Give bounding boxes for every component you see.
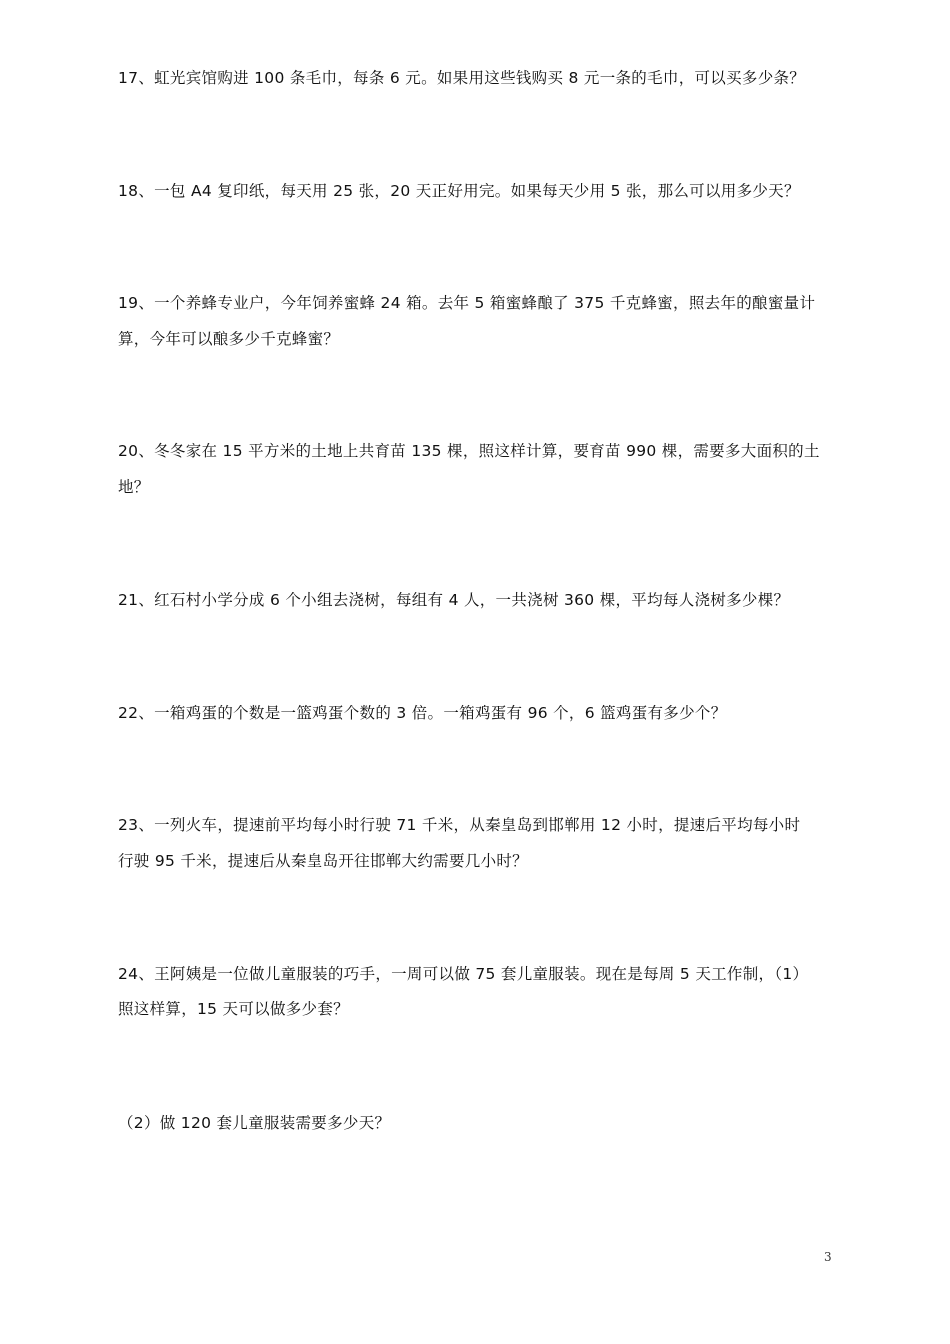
problem-17-line-1: 17、虹光宾馆购进 100 条毛巾，每条 6 元。如果用这些钱购买 8 元一条的毛巾，可以买多少条？ [118, 69, 806, 87]
problem-24-line-1: 24、王阿姨是一位做儿童服装的巧手，一周可以做 75 套儿童服装。现在是每周 5 天工作制，（1） [118, 965, 809, 983]
problem-24-line-2: 照这样算，15 天可以做多少套？ [118, 1000, 349, 1018]
problem-21-line-1: 21、红石村小学分成 6 个小组去浇树，每组有 4 人，一共浇树 360 棵，平均每人浇树多少棵？ [118, 591, 790, 609]
problem-22-line-1: 22、一箱鸡蛋的个数是一篮鸡蛋个数的 3 倍。一箱鸡蛋有 96 个，6 篮鸡蛋有多少个？ [118, 704, 727, 722]
problem-20-line-2: 地？ [118, 478, 150, 496]
problem-20-line-1: 20、冬冬家在 15 平方米的土地上共育苗 135 棵，照这样计算，要育苗 990 棵，需要多大面积的土 [118, 442, 820, 460]
problem-24-part-2: （2）做 120 套儿童服装需要多少天？ [118, 1114, 391, 1132]
page-number: 3 [824, 1250, 832, 1264]
problem-23-line-2: 行驶 95 千米，提速后从秦皇岛开往邯郸大约需要几小时？ [118, 852, 528, 870]
problem-19-line-2: 算，今年可以酿多少千克蜂蜜？ [118, 330, 340, 348]
problem-18-line-1: 18、一包 A4 复印纸，每天用 25 张，20 天正好用完。如果每天少用 5 张，那么可以用多少天？ [118, 182, 800, 200]
problem-19-line-1: 19、一个养蜂专业户，今年饲养蜜蜂 24 箱。去年 5 箱蜜蜂酿了 375 千克蜂蜜，照去年的酿蜜量计 [118, 294, 816, 312]
problem-23-line-1: 23、一列火车，提速前平均每小时行驶 71 千米，从秦皇岛到邯郸用 12 小时，提速后平均每小时 [118, 816, 801, 834]
